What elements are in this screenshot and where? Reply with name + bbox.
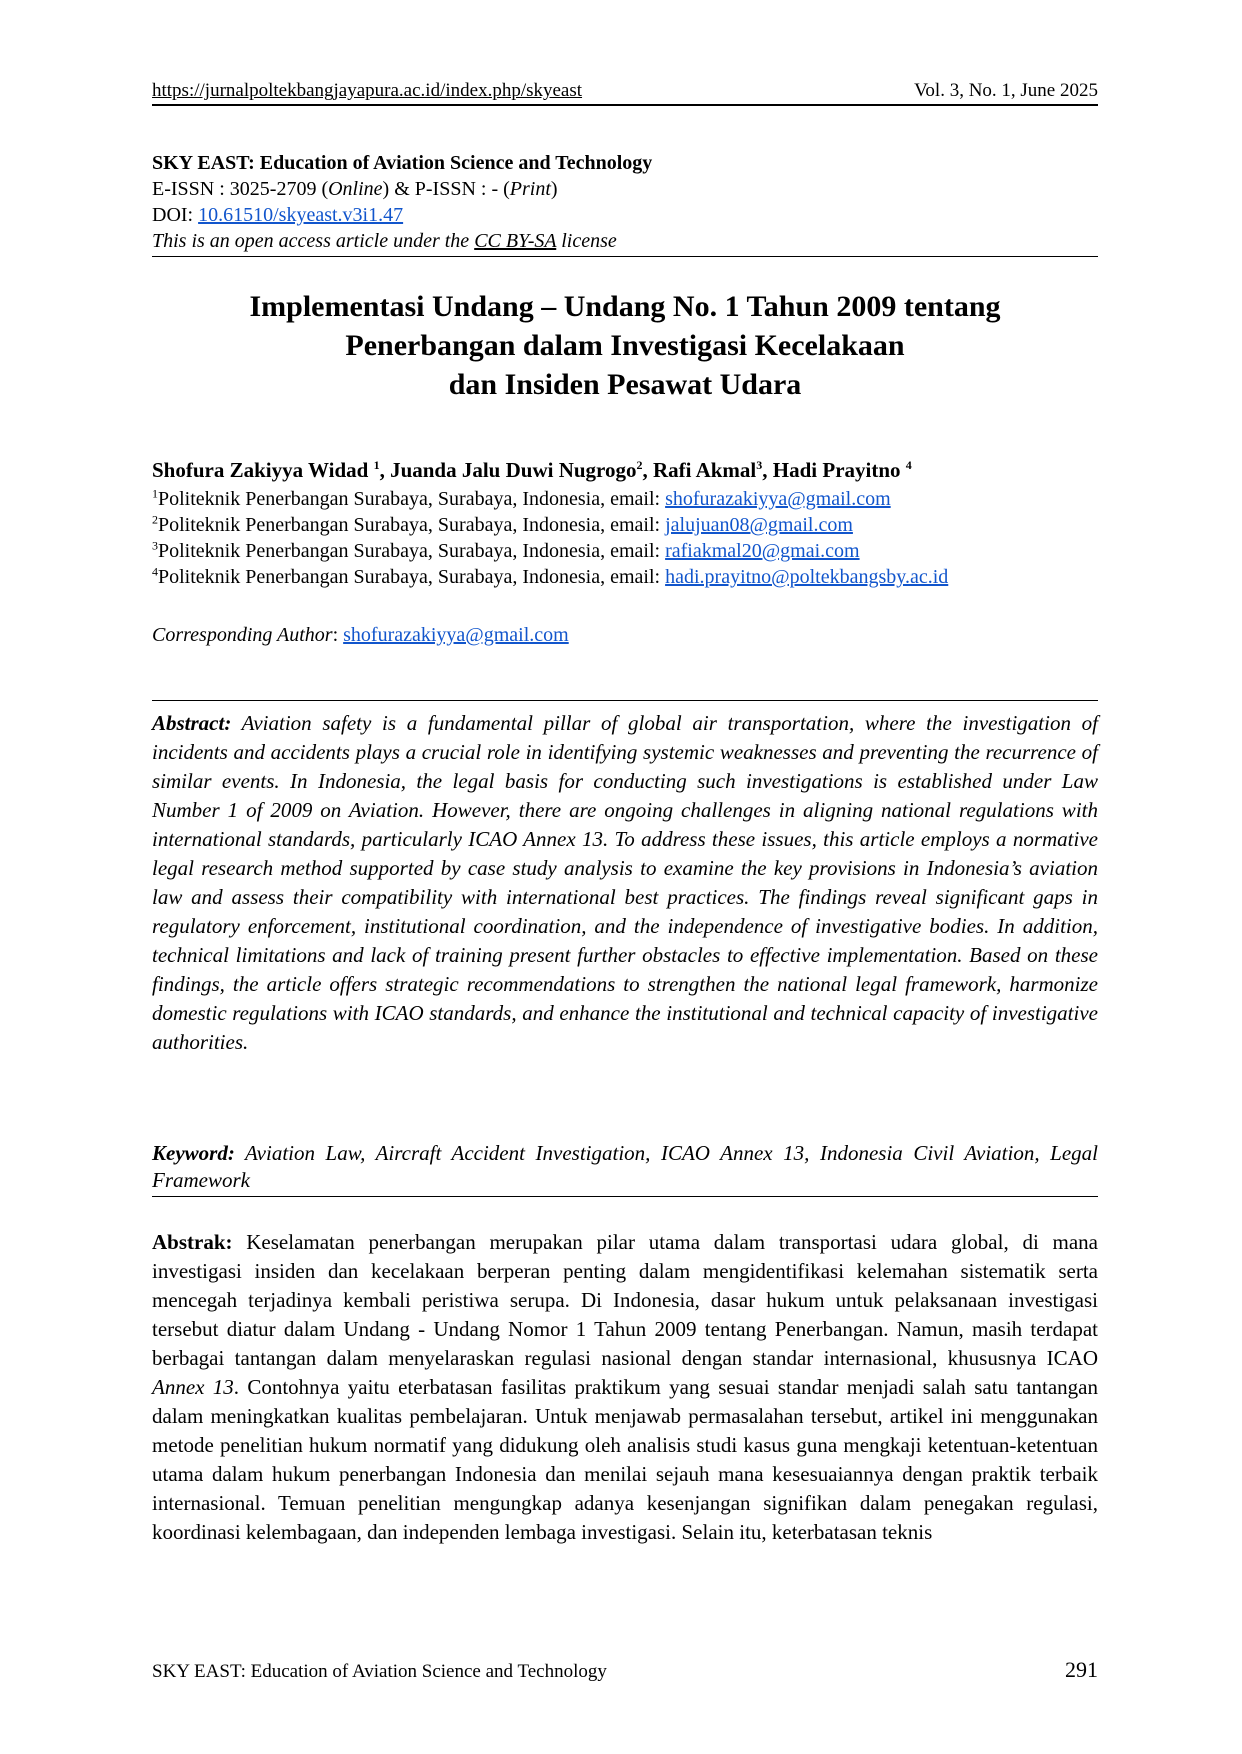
doi-label: DOI: [152,204,199,226]
issn-suffix: ) [550,178,558,200]
affiliation-email-link[interactable]: rafiakmal20@gmai.com [665,540,860,562]
journal-info [152,150,1098,257]
page-footer [152,1657,1098,1683]
affiliation-sup: 2 [152,512,158,527]
affiliation-text: Politeknik Penerbangan Surabaya, Surabaya, Indonesia, email: [158,488,666,510]
author-sep: , [379,458,391,482]
affiliation-text: Politeknik Penerbangan Surabaya, Surabaya, Indonesia, email: [158,566,666,588]
volume-info: Vol. 3, No. 1, June 2025 [914,80,1098,101]
corresponding-sep: : [332,624,344,646]
issn-print: Print [509,178,551,200]
issn-line [152,176,1098,202]
abstract-paragraph [152,709,1098,1057]
author-sep: , [762,458,773,482]
affiliation-email-link[interactable]: shofurazakiyya@gmail.com [665,488,891,510]
abstract-section [152,700,1098,1057]
title-line: Penerbangan dalam Investigasi Kecelakaan [345,329,905,362]
author-name: Shofura Zakiyya Widad [152,458,374,482]
author-sep: , [642,458,653,482]
running-header [152,72,1098,106]
open-access-line [152,228,1098,254]
author-sup: 3 [756,458,763,472]
affiliation-item [152,486,1098,512]
abstrak-annex: Annex 13 [152,1375,234,1399]
affiliation-sup: 1 [152,486,158,501]
journal-url-link[interactable]: https://jurnalpoltekbangjayapura.ac.id/index.php/skyeast [152,80,583,101]
abstrak-text: Keselamatan penerbangan merupakan pilar utama dalam transportasi udara global, di mana investigasi insiden dan kecelakaan berperan penting dalam mengidentifikasi kelemahan sistematik serta mencegah terjadinya kembali peristiwa serupa. Di Indonesia, dasar hukum untuk pelaksanaan investigasi tersebut diatur dalam Undang - Undang Nomor 1 Tahun 2009 tentang Penerbangan. Namun, masih terdapat berbagai tantangan dalam menyelaraskan regulasi nasional dengan standar internasional, khususnya ICAO [152,1230,1098,1370]
journal-name: SKY EAST: Education of Aviation Science and Technology [152,152,653,174]
author-sup: 4 [905,458,912,472]
issn-mid: ) & P-ISSN : - ( [382,178,510,200]
issn-online: Online [328,178,383,200]
corresponding-email-link[interactable]: shofurazakiyya@gmail.com [343,624,569,646]
footer-journal: SKY EAST: Education of Aviation Science and Technology [152,1661,607,1682]
affiliation-text: Politeknik Penerbangan Surabaya, Surabaya, Indonesia, email: [158,540,666,562]
affiliation-item [152,538,1098,564]
abstract-label: Abstract: [152,711,232,735]
author-list [152,458,1098,483]
abstrak-text: . Contohnya yaitu eterbatasan fasilitas praktikum yang sesuai standar menjadi salah satu tantangan dalam meningkatkan kualitas pembelajaran. Untuk menjawab permasalahan tersebut, artikel ini menggunakan metode penelitian hukum normatif yang didukung oleh analisis studi kasus guna mengkaji ketentuan-ketentuan utama dalam hukum penerbangan Indonesia dan menilai sejauh mana kesesuaiannya dengan praktik terbaik internasional. Temuan penelitian mengungkap adanya kesenjangan signifikan dalam penegakan regulasi, koordinasi kelembagaan, dan independen lembaga investigasi. Selain itu, keterbatasan teknis [152,1375,1098,1544]
affiliation-email-link[interactable]: jalujuan08@gmail.com [665,514,853,536]
doi-link[interactable]: 10.61510/skyeast.v3i1.47 [198,204,404,226]
oa-suffix: license [556,230,617,252]
abstract-text: Aviation safety is a fundamental pillar of global air transportation, where the investigation of incidents and accidents plays a crucial role in identifying systemic weaknesses and preventing the recurrence of similar events. In Indonesia, the legal basis for conducting such investigations is established under Law Number 1 of 2009 on Aviation. However, there are ongoing challenges in aligning national regulations with international standards, particularly ICAO Annex 13. To address these issues, this article employs a normative legal research method supported by case study analysis to examine the key provisions in Indonesia’s aviation law and assess their compatibility with international best practices. The findings reveal significant gaps in regulatory enforcement, institutional coordination, and the independence of investigative bodies. In addition, technical limitations and lack of training present further obstacles to effective implementation. Based on these findings, the article offers strategic recommendations to strengthen the national legal framework, harmonize domestic regulations with ICAO standards, and enhance the institutional and technical capacity of investigative authorities. [152,711,1098,1054]
author-name: Juanda Jalu Duwi Nugrogo [390,458,637,482]
keyword-label: Keyword: [152,1141,235,1165]
affiliation-list [152,486,1098,590]
author-name: Hadi Prayitno [772,458,906,482]
doi-line [152,202,1098,228]
keyword-text: Aviation Law, Aircraft Accident Investigation, ICAO Annex 13, Indonesia Civil Aviation, Legal Framework [152,1141,1098,1192]
license-link[interactable]: CC BY-SA [474,230,557,252]
affiliation-email-link[interactable]: hadi.prayitno@poltekbangsby.ac.id [665,566,949,588]
keyword-section [152,1140,1098,1197]
abstrak-label: Abstrak: [152,1230,233,1254]
affiliation-item [152,564,1098,590]
title-line: dan Insiden Pesawat Udara [448,368,802,401]
author-name: Rafi Akmal [653,458,757,482]
abstrak-section [152,1228,1098,1547]
issn-prefix: E-ISSN : 3025-2709 ( [152,178,329,200]
paper-title [152,287,1098,404]
oa-prefix: This is an open access article under the [152,230,475,252]
affiliation-item [152,512,1098,538]
corresponding-author [152,624,1098,647]
affiliation-sup: 3 [152,538,158,553]
title-line: Implementasi Undang – Undang No. 1 Tahun 2009 tentang [249,290,1001,323]
author-sup: 2 [636,458,643,472]
corresponding-label: Corresponding Author [152,624,333,646]
author-sup: 1 [373,458,380,472]
affiliation-text: Politeknik Penerbangan Surabaya, Surabaya, Indonesia, email: [158,514,666,536]
page-number: 291 [1065,1657,1098,1682]
affiliation-sup: 4 [152,564,158,579]
